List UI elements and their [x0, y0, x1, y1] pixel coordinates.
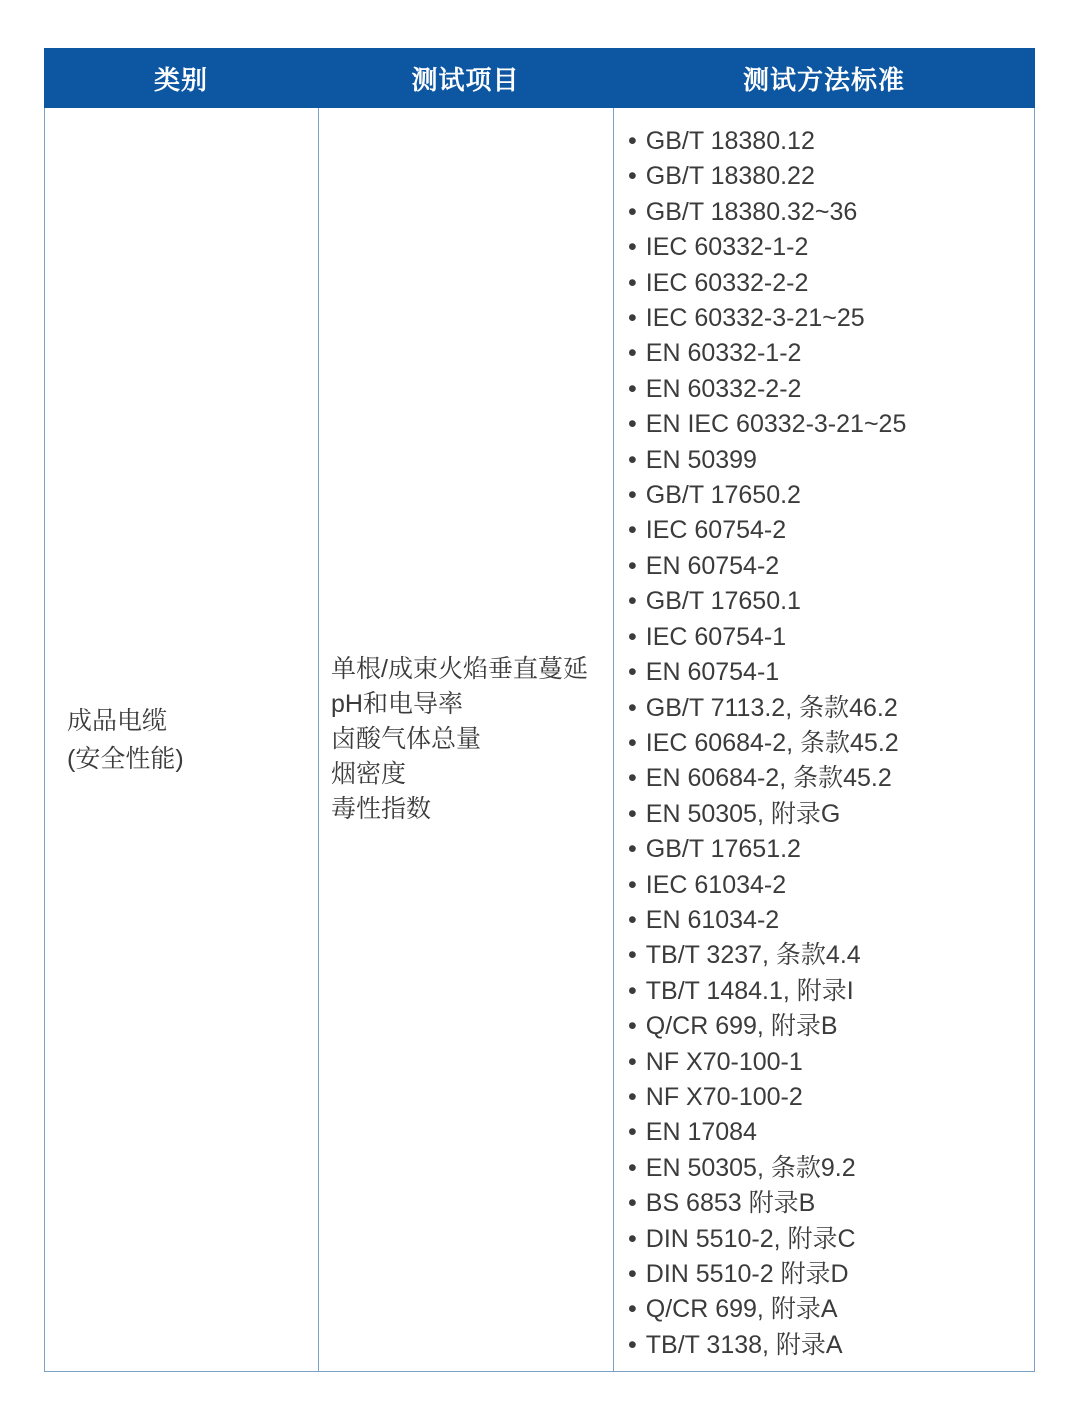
standard-item [628, 195, 1026, 230]
standard-item [628, 1292, 1026, 1327]
bullet-icon: • [628, 693, 637, 722]
bullet-icon: • [628, 587, 637, 616]
bullet-icon: • [628, 905, 637, 934]
bullet-icon: • [628, 268, 637, 297]
test-items-cell [319, 108, 614, 1371]
bullet-icon: • [628, 1118, 637, 1147]
standard-item [628, 1222, 1026, 1257]
standard-text: EN 50305, 条款9.2 [645, 1153, 856, 1182]
bullet-icon: • [628, 799, 637, 828]
standard-text: TB/T 1484.1, 附录I [645, 976, 854, 1005]
standard-item [628, 761, 1026, 796]
standard-text: TB/T 3138, 附录A [645, 1330, 843, 1359]
standard-text: IEC 60332-3-21~25 [645, 304, 865, 333]
standard-text: IEC 60754-1 [645, 622, 787, 651]
standard-item [628, 443, 1026, 478]
standard-text: EN 61034-2 [645, 905, 780, 934]
bullet-icon: • [628, 516, 637, 545]
bullet-icon: • [628, 622, 637, 651]
bullet-icon: • [628, 197, 637, 226]
bullet-icon: • [628, 339, 637, 368]
test-standards-table [44, 48, 1035, 1372]
standard-text: TB/T 3237, 条款4.4 [645, 941, 861, 970]
standard-text: NF X70-100-2 [645, 1082, 803, 1111]
bullet-icon: • [628, 1047, 637, 1076]
bullet-icon: • [628, 976, 637, 1005]
test-item: 卤酸气体总量 [331, 725, 482, 753]
category-line: 成品电缆 [67, 706, 168, 735]
header-cell-category: 类别 [153, 64, 208, 95]
standard-text: EN 50399 [645, 445, 757, 474]
bullet-icon: • [628, 1295, 637, 1324]
standard-item [628, 372, 1026, 407]
standard-item [628, 124, 1026, 159]
standard-item [628, 903, 1026, 938]
bullet-icon: • [628, 728, 637, 757]
standard-text: EN 60754-2 [645, 551, 780, 580]
standard-item [628, 1009, 1026, 1044]
test-methods-cell [614, 108, 1034, 1371]
standard-item [628, 655, 1026, 690]
standard-text: Q/CR 699, 附录A [645, 1295, 838, 1324]
standard-item [628, 1257, 1026, 1292]
standard-item [628, 620, 1026, 655]
bullet-icon: • [628, 1330, 637, 1359]
bullet-icon: • [628, 1189, 637, 1218]
standard-item [628, 336, 1026, 371]
bullet-icon: • [628, 870, 637, 899]
standard-item [628, 797, 1026, 832]
standard-text: GB/T 17651.2 [645, 835, 801, 864]
test-item: pH和电导率 [331, 690, 463, 718]
standard-text: DIN 5510-2, 附录C [645, 1224, 856, 1253]
standard-text: IEC 60332-2-2 [645, 268, 809, 297]
bullet-icon: • [628, 1260, 637, 1288]
standard-text: DIN 5510-2 附录D [645, 1260, 849, 1288]
standard-text: GB/T 7113.2, 条款46.2 [645, 693, 898, 722]
standard-item [628, 301, 1026, 336]
standard-text: GB/T 18380.32~36 [645, 197, 858, 226]
standard-item [628, 1080, 1026, 1115]
standard-item [628, 513, 1026, 548]
standard-text: EN 60332-1-2 [645, 339, 802, 368]
standard-item [628, 549, 1026, 584]
standard-text: EN 17084 [645, 1118, 757, 1147]
standard-item [628, 1328, 1026, 1363]
standard-text: EN 60754-1 [645, 658, 780, 687]
standard-item [628, 1186, 1026, 1221]
bullet-icon: • [628, 410, 637, 439]
bullet-icon: • [628, 233, 637, 262]
standard-item [628, 407, 1026, 442]
bullet-icon: • [628, 658, 637, 687]
standard-text: GB/T 18380.22 [645, 162, 815, 191]
table-body-row [44, 108, 1035, 1372]
standard-text: EN 60684-2, 条款45.2 [645, 764, 892, 793]
category-line: (安全性能) [67, 744, 184, 773]
standard-text: BS 6853 附录B [645, 1189, 816, 1218]
bullet-icon: • [628, 764, 637, 793]
bullet-icon: • [628, 835, 637, 864]
standard-item [628, 159, 1026, 194]
header-cell-test-methods: 测试方法标准 [742, 64, 905, 95]
standard-item [628, 1151, 1026, 1186]
standard-item [628, 832, 1026, 867]
standard-text: Q/CR 699, 附录B [645, 1012, 838, 1041]
standard-text: GB/T 17650.1 [645, 587, 801, 616]
standard-text: IEC 60684-2, 条款45.2 [645, 728, 899, 757]
bullet-icon: • [628, 304, 637, 333]
bullet-icon: • [628, 941, 637, 970]
standard-item [628, 230, 1026, 265]
standard-item [628, 1115, 1026, 1150]
standard-text: NF X70-100-1 [645, 1047, 803, 1076]
standard-item [628, 1045, 1026, 1080]
standard-item [628, 266, 1026, 301]
standard-item [628, 691, 1026, 726]
test-item: 烟密度 [331, 760, 407, 788]
standard-text: GB/T 17650.2 [645, 481, 801, 510]
header-cell-test-items: 测试项目 [411, 64, 520, 95]
bullet-icon: • [628, 127, 637, 155]
standard-item [628, 938, 1026, 973]
standard-item [628, 974, 1026, 1009]
standard-text: EN IEC 60332-3-21~25 [645, 410, 907, 439]
bullet-icon: • [628, 481, 637, 510]
bullet-icon: • [628, 551, 637, 580]
bullet-icon: • [628, 1224, 637, 1253]
bullet-icon: • [628, 1153, 637, 1182]
bullet-icon: • [628, 1012, 637, 1041]
standard-item [628, 584, 1026, 619]
standard-item [628, 868, 1026, 903]
category-cell [45, 108, 319, 1371]
bullet-icon: • [628, 1082, 637, 1111]
test-item: 单根/成束火焰垂直蔓延 [331, 655, 588, 683]
standard-item [628, 478, 1026, 513]
bullet-icon: • [628, 374, 637, 403]
test-item: 毒性指数 [331, 795, 432, 823]
table-header-row [44, 48, 1035, 108]
standard-item [628, 726, 1026, 761]
bullet-icon: • [628, 445, 637, 474]
bullet-icon: • [628, 162, 637, 191]
standard-text: IEC 60754-2 [645, 516, 787, 545]
standard-text: IEC 60332-1-2 [645, 233, 809, 262]
standard-text: EN 50305, 附录G [645, 799, 841, 828]
standard-text: IEC 61034-2 [645, 870, 787, 899]
standard-text: EN 60332-2-2 [645, 374, 802, 403]
standard-text: GB/T 18380.12 [645, 127, 815, 155]
